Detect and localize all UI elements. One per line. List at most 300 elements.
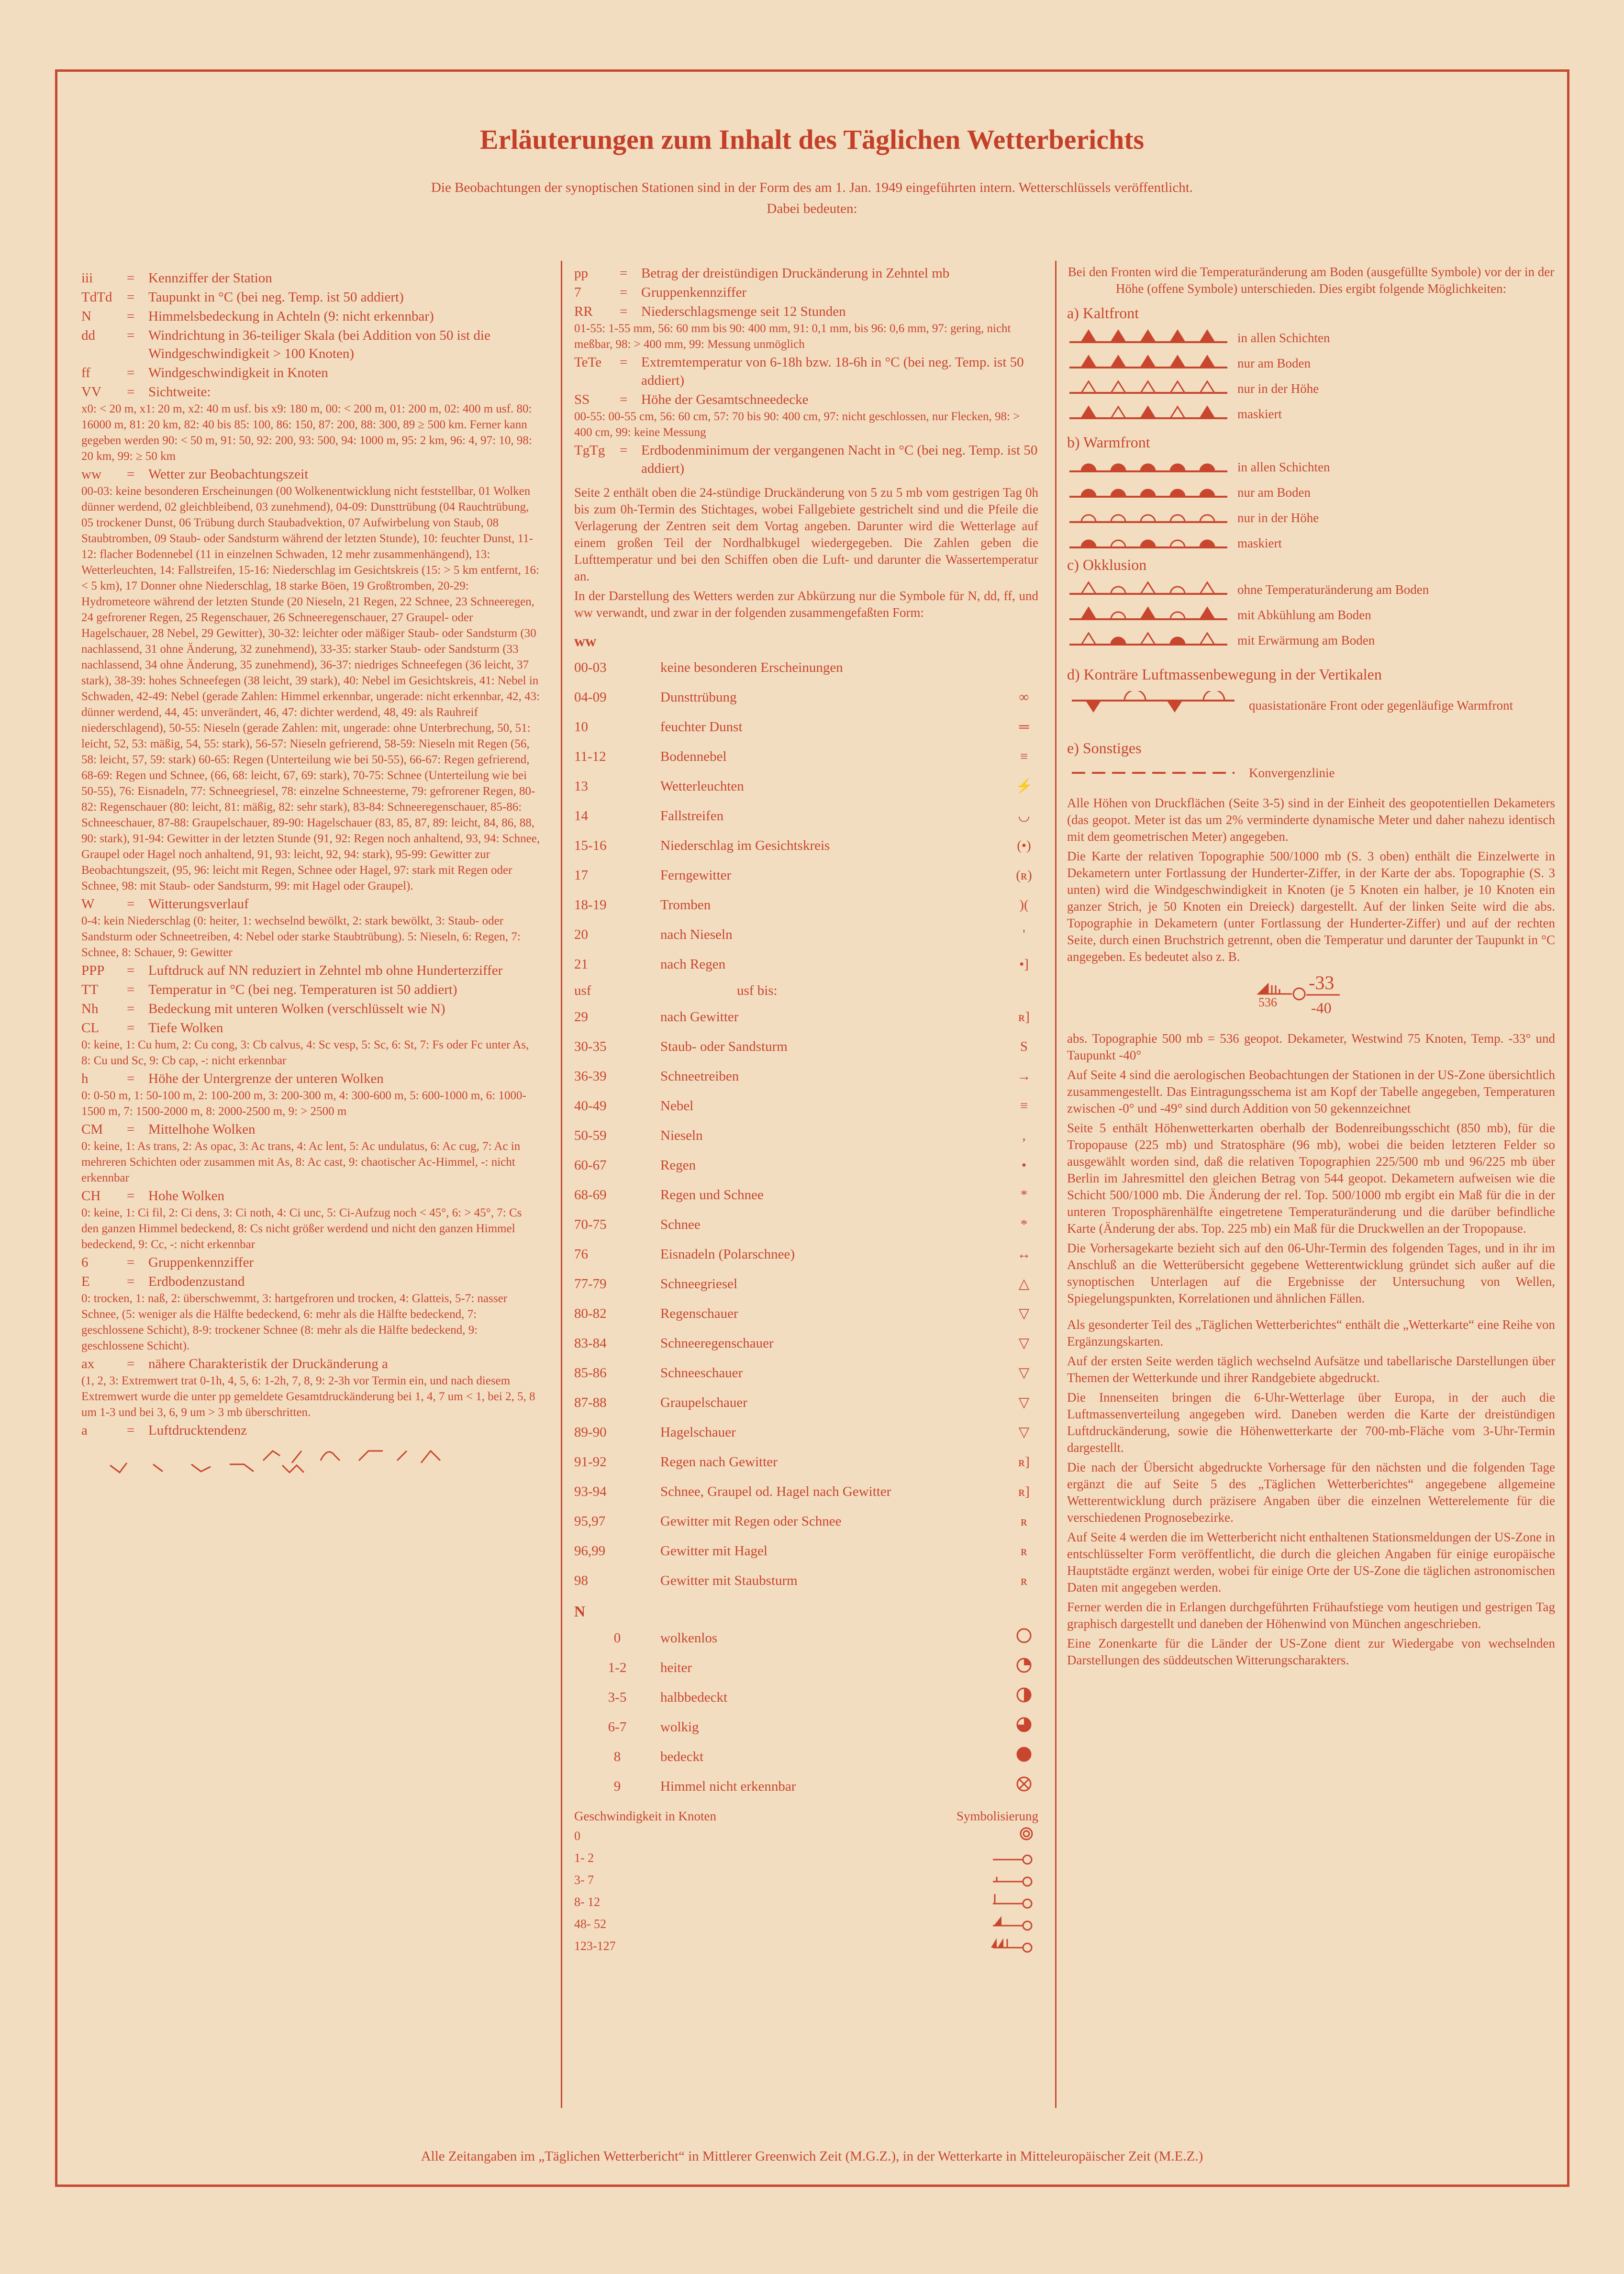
ww-symbol: ∞: [1019, 690, 1029, 705]
code-row: [81, 326, 541, 363]
footer-note: Alle Zeitangaben im „Täglichen Wetterbericht“ in Mittlerer Greenwich Zeit (M.G.Z.), in der Wetterkarte in Mitteleuropäischer Zeit (M.E.Z.): [421, 2149, 1203, 2164]
wind-barb-symbol: [988, 1824, 1036, 1843]
code-row: [81, 1272, 541, 1291]
code-note: 0: 0-50 m, 1: 50-100 m, 2: 100-200 m, 3: 200-300 m, 4: 300-600 m, 5: 600-1000 m, 6: 1000-1500 m, 7: 1500-2000 m, 8: 2000-2500 m, 9: > 2500 m: [81, 1089, 526, 1118]
cloud-cover-code: 0: [613, 1630, 621, 1646]
wind-barb-symbol: [988, 1868, 1036, 1887]
ww-symbol: ʀ: [1020, 1573, 1028, 1588]
code-row: [81, 383, 541, 401]
code-equals: =: [127, 467, 135, 482]
ww-description: Nebel: [660, 1098, 694, 1114]
code-symbol: TdTd: [81, 290, 112, 305]
cloud-cover-row: [574, 1683, 1038, 1712]
code-row: [81, 981, 541, 999]
occ-front-row: [1067, 602, 1555, 627]
ww-symbol: ▽: [1018, 1365, 1030, 1381]
ww-code: 77-79: [574, 1276, 607, 1292]
occ-front-symbol: [1067, 604, 1230, 626]
ww-row: [574, 1269, 1038, 1299]
ww-description: Tromben: [660, 897, 711, 913]
code2-symbol: pp: [574, 266, 588, 281]
code2-equals: =: [620, 285, 628, 300]
ww-row: [574, 1210, 1038, 1239]
code-symbol: h: [81, 1071, 89, 1086]
code2-row: [574, 283, 1038, 301]
wind-barb-symbol: [988, 1934, 1036, 1953]
code-row: [81, 1000, 541, 1018]
ww-code: 60-67: [574, 1158, 607, 1173]
intro: [0, 177, 1624, 219]
ww-code: 36-39: [574, 1069, 607, 1084]
wind-symbol-cell: [986, 1934, 1038, 1958]
ww-description: Hagelschauer: [660, 1425, 736, 1440]
code-symbol: CH: [81, 1188, 101, 1204]
cloud-cover-code: 6-7: [608, 1719, 627, 1735]
code-symbol: TT: [81, 982, 99, 997]
warm-front-symbol: [1067, 456, 1230, 478]
heights-paragraph: Alle Höhen von Druckflächen (Seite 3-5) sind in der Einheit des geopotentiellen Dekameters (das geopot. Meter ist das um 2% verminderte dynamische Meter und daher nahezu identisch mit dem geometrischen Meter) angegeben.: [1067, 796, 1555, 844]
column-codes-1: [81, 268, 541, 1480]
kontraer-text: quasistationäre Front oder gegenläufige Warmfront: [1249, 698, 1513, 713]
ww-code: 89-90: [574, 1425, 607, 1440]
intro-line-1: Die Beobachtungen der synoptischen Stationen sind in der Form des am 1. Jan. 1949 eingeführten intern. Wetterschlüssels veröffentlicht.: [431, 180, 1193, 195]
cloud-cover-symbol-cell: [1010, 1745, 1038, 1769]
cold-front-symbol: [1067, 327, 1230, 349]
code-definition: nähere Charakteristik der Druckänderung a: [148, 1356, 388, 1371]
code-definition: Luftdruck auf NN reduziert in Zehntel mb ohne Hunderterziffer: [148, 963, 503, 978]
code2-equals: =: [620, 392, 628, 407]
code-equals: =: [127, 1001, 135, 1016]
occ-front-symbol: [1067, 579, 1230, 601]
code-definition: Kennziffer der Station: [148, 270, 272, 286]
code-equals: =: [127, 1255, 135, 1270]
warm-front-label: nur in der Höhe: [1237, 510, 1319, 525]
wind-speed: 48- 52: [574, 1917, 607, 1931]
code2-definition: Betrag der dreistündigen Druckänderung in Zehntel mb: [641, 266, 950, 281]
ww-symbol: ≡: [1020, 749, 1028, 764]
example-height: 536: [1258, 995, 1277, 1009]
ww-code: 30-35: [574, 1039, 607, 1054]
intro-line-2: Dabei bedeuten:: [767, 201, 857, 216]
ww-row: [574, 742, 1038, 771]
code-equals: =: [127, 384, 135, 400]
cloud-cover-description: heiter: [660, 1660, 692, 1675]
cloud-cover-row: [574, 1712, 1038, 1742]
cloud-cover-symbol: [1014, 1685, 1034, 1705]
forecast-paragraph: Die Vorhersagekarte bezieht sich auf den 06-Uhr-Termin des folgenden Tages, und in ihr im Anschluß an die Wetterübersicht gegebene Wetterentwicklung gründet sich außer auf die synoptischen Unterlagen auf die Ergebnisse der Untersuchung von Wellen, Spiegelungspunkten, Korrelationen und ähnlichen Fällen.: [1067, 1241, 1555, 1305]
code-equals: =: [127, 270, 135, 286]
code2-definition: Erdbodenminimum der vergangenen Nacht in °C (bei neg. Temp. ist 50 addiert): [641, 443, 1038, 476]
cloud-cover-row: [574, 1653, 1038, 1683]
ww-description: Schnee, Graupel od. Hagel nach Gewitter: [660, 1484, 891, 1499]
inner-pages-paragraph: Die Innenseiten bringen die 6-Uhr-Wetterlage über Europa, in der auch die Luftmassenverteilung angegeben wird. Daneben werden die Karte der dreistündigen Luftdruckänderung, sowie die Höhenwetterkarte der 700-mb-Fläche vom 3-Uhr-Termin dargestellt.: [1067, 1390, 1555, 1455]
cloud-cover-description: bedeckt: [660, 1749, 704, 1764]
ww-row: [574, 1328, 1038, 1358]
ww-symbol: →: [1017, 1069, 1031, 1084]
ww-row: [574, 1002, 1038, 1032]
code-row: [81, 288, 541, 306]
ww-row: [574, 1566, 1038, 1595]
cloud-cover-symbol: [1014, 1774, 1034, 1794]
code-equals: =: [127, 1423, 135, 1438]
code-row: [81, 465, 541, 483]
ww-row: [574, 1032, 1038, 1061]
code-symbol: ww: [81, 467, 101, 482]
topography-paragraph: Die Karte der relativen Topographie 500/1000 mb (S. 3 oben) enthält die Einzelwerte in Dekametern unter Fortlassung der Hunderter-Ziffer, in der Karte der abs. Topographie (S. 3 unten) wird die Windgeschwindigkeit in Knoten (je 5 Knoten ein halber, je 10 Knoten ein ganzer Strich, je 50 Knoten ein Dreieck) dargestellt. Auf der linken Seite wird die abs. Topographie in Dekametern (unter Fortlassung der Hunderter-Ziffer) und auf der rechten Seite, durch einen Bruchstrich getrennt, oben die Temperatur und darunter der Taupunkt in °C angegeben. Es bedeutet also z. B.: [1067, 849, 1555, 964]
ww-row: [574, 1299, 1038, 1328]
ww-row: [574, 1358, 1038, 1388]
ww-row: [574, 1477, 1038, 1506]
code-equals: =: [127, 1020, 135, 1036]
code2-equals: =: [620, 304, 628, 319]
convergence-line-symbol: [1067, 768, 1239, 778]
code-note: 0: keine, 1: Ci fil, 2: Ci dens, 3: Ci noth, 4: Ci unc, 5: Ci-Aufzug noch < 45°, 6: > 45°, 7: Cs den ganzen Himmel bedeckend, 8: Cs nicht größer werdend und nicht den ganzen Himmel bedeckend, 9: Cc, -: nicht erkennbar: [81, 1206, 522, 1251]
wetterkarte-paragraph: Als gesonderter Teil des „Täglichen Wetterberichtes“ enthält die „Wetterkarte“ eine Reihe von Ergänzungskarten.: [1067, 1317, 1555, 1349]
ww-symbol: ʀ]: [1018, 1454, 1030, 1470]
code-symbol: ax: [81, 1356, 95, 1371]
code-equals: =: [127, 365, 135, 380]
code-symbol: Nh: [81, 1001, 99, 1016]
code-equals: =: [127, 982, 135, 997]
cloud-cover-code: 9: [613, 1779, 621, 1794]
code2-equals: =: [620, 443, 628, 458]
page5-paragraph: Seite 5 enthält Höhenwetterkarten oberhalb der Bodenreibungsschicht (850 mb), für die Tropopause (225 mb) und Stratosphäre (96 mb), wobei die beiden letzteren Felder so ausgewählt worden sind, daß die relativen Topographien 225/500 mb und 96/225 mb über Berlin im Jahresmittel den gleichen Betrag von 544 geopot. Dekametern aufweisen wie die Schicht 500/1000 mb. Die Änderung der rel. Top. 500/1000 mb ergibt ein Maß für die in der unteren Troposphärenhälfte eingetretene Temperaturänderung und die darüber befindliche Karte (Änderung der abs. Top. 225 mb) ein Maß für die Druckwellen an der Tropopause.: [1067, 1121, 1555, 1236]
ww-symbol: ◡: [1018, 808, 1030, 824]
wind-header-right: Symbolisierung: [956, 1809, 1038, 1823]
kaltfront-heading: a) Kaltfront: [1067, 304, 1139, 322]
ww-description: Staub- oder Sandsturm: [660, 1039, 788, 1054]
code-row: [81, 1253, 541, 1271]
ww-code: 50-59: [574, 1128, 607, 1143]
ww-symbol: )(: [1019, 897, 1029, 913]
ww-symbol: ʀ]: [1018, 1484, 1030, 1499]
wind-symbol-cell: [986, 1846, 1038, 1870]
code-note: (1, 2, 3: Extremwert trat 0-1h, 4, 5, 6: 1-2h, 7, 8, 9: 2-3h vor Termin ein, und nach diesem Extremwert wurde die unter pp gemeldete Gesamtdruckänderung bei 1, 4, 7 um < 1, bei 2, 5, 8 um 1-3 und bei 3, 6, 9 um > 3 mb überschritten.: [81, 1374, 535, 1419]
ww-symbol: ⚡: [1015, 779, 1033, 794]
kontraer-row: [1067, 686, 1555, 725]
ww-symbol: △: [1018, 1276, 1030, 1292]
konvergenz-row: [1067, 760, 1555, 785]
warm-front-row: [1067, 530, 1555, 556]
occ-front-label: ohne Temperaturänderung am Boden: [1237, 582, 1429, 597]
erlangen-paragraph: Ferner werden die in Erlangen durchgeführten Frühaufstiege vom heutigen und gestrigen Tag graphisch dargestellt und daneben der Höhenwind von München angeschrieben.: [1067, 1600, 1555, 1631]
outlook-paragraph: Die nach der Übersicht abgedruckte Vorhersage für den nächsten und die folgenden Tage ergänzt die auf Seite 5 des „Täglichen Wetterberichtes“ angegebene allgemeine Wetterentwicklung durch präzisere Angaben über die einzelnen Wetterelemente für die verschiedenen Prognosebezirke.: [1067, 1460, 1555, 1525]
n-heading: N: [574, 1603, 586, 1620]
code-definition: Himmelsbedeckung in Achteln (9: nicht erkennbar): [148, 309, 434, 324]
code2-symbol: TgTg: [574, 443, 605, 458]
code-note: 0: keine, 1: As trans, 2: As opac, 3: Ac trans, 4: Ac lent, 5: Ac undulatus, 6: Ac cug, 7: Ac in mehreren Schichten oder zusammen mit As, 8: Ac cast, 9: chaotischer Ac-Himmel, -: nicht erkennbar: [81, 1140, 521, 1184]
code-definition: Luftdrucktendenz: [148, 1423, 247, 1438]
code-equals: =: [127, 290, 135, 305]
code2-definition: Gruppenkennziffer: [641, 285, 747, 300]
ww-row: [574, 920, 1038, 949]
wind-speed: 3- 7: [574, 1873, 594, 1887]
symbols-paragraph: In der Darstellung des Wetters werden zur Abkürzung nur die Symbole für N, dd, ff, und ww verwandt, und zwar in der folgenden zusammengefaßten Form:: [574, 589, 1038, 620]
ww-row: [574, 1239, 1038, 1269]
code-symbol: CM: [81, 1122, 103, 1137]
ww-symbol: *: [1020, 1187, 1028, 1203]
wind-barb-symbol: [988, 1890, 1036, 1909]
code-definition: Windgeschwindigkeit in Knoten: [148, 365, 328, 380]
ww-row: [574, 1091, 1038, 1121]
ww-symbol: S: [1020, 1039, 1028, 1054]
cloud-cover-symbol-cell: [1010, 1685, 1038, 1709]
column-divider-1: [561, 261, 562, 2108]
ww-row: [574, 1506, 1038, 1536]
code-row: [81, 364, 541, 382]
ww-description: Dunsttrübung: [660, 690, 737, 705]
ww-description: nach Nieseln: [660, 927, 733, 942]
code-definition: Hohe Wolken: [148, 1188, 225, 1204]
wind-speed: 123-127: [574, 1939, 616, 1953]
ww-symbol: ═: [1019, 719, 1029, 735]
ww-description: Regen: [660, 1158, 696, 1173]
ww-symbol: ,: [1022, 1128, 1026, 1143]
code-definition: Windrichtung in 36-teiliger Skala (bei Addition von 50 ist die Windgeschwindigkeit > 100 Knoten): [148, 328, 490, 361]
cloud-cover-row: [574, 1772, 1038, 1801]
code-definition: Sichtweite:: [148, 384, 211, 400]
cloud-cover-symbol: [1014, 1656, 1034, 1675]
warm-front-symbol: [1067, 532, 1230, 554]
ww-description: Nieseln: [660, 1128, 703, 1143]
code-row: [81, 1187, 541, 1205]
code-symbol: PPP: [81, 963, 105, 978]
code-definition: Bedeckung mit unteren Wolken (verschlüsselt wie N): [148, 1001, 445, 1016]
wind-row: [574, 1825, 1038, 1847]
code-equals: =: [127, 1122, 135, 1137]
code-note: 0-4: kein Niederschlag (0: heiter, 1: wechselnd bewölkt, 2: stark bewölkt, 3: Staub- oder Sandsturm oder Schneetreiben, 4: Nebel oder starke Staubtrübung). 5: Nieseln, 6: Regen, 7: Schnee, 8: Schauer, 9: Gewitter: [81, 914, 521, 959]
code-equals: =: [127, 309, 135, 324]
konvergenz-text: Konvergenzlinie: [1249, 765, 1335, 780]
page2-paragraph: Seite 2 enthält oben die 24-stündige Druckänderung von 5 zu 5 mb vom gestrigen Tag 0h bis zum 0h-Termin des Stichtages, wobei Fallgebiete gestrichelt sind und die Pfeile die Verlagerung der Zentren seit dem Vortag angeben. Darunter wird die Wetterlage auf einem großen Teil der Nordhalbkugel wiedergegeben. Die Zahlen geben die Lufttemperatur und bei den Schiffen oben die Luft- und darunter die Wassertemperatur an.: [574, 485, 1038, 583]
code-symbol: CL: [81, 1020, 100, 1036]
code-row: [81, 1421, 541, 1439]
ww-code: 18-19: [574, 897, 607, 913]
occ-front-row: [1067, 627, 1555, 653]
cloud-cover-description: halbbedeckt: [660, 1690, 728, 1705]
ww-heading: ww: [574, 632, 597, 649]
code-equals: =: [127, 328, 135, 343]
code-row: [81, 1070, 541, 1088]
ww-code: 85-86: [574, 1365, 607, 1381]
warm-front-symbol: [1067, 481, 1230, 503]
ww-symbol: •: [1021, 1158, 1027, 1173]
wind-symbol-cell: [986, 1868, 1038, 1892]
kontraer-heading: d) Konträre Luftmassenbewegung in der Vertikalen: [1067, 666, 1382, 683]
ww-code: 91-92: [574, 1454, 607, 1470]
wind-symbol-cell: [986, 1824, 1038, 1848]
ww-code: 14: [574, 808, 588, 824]
ww-description: Graupelschauer: [660, 1395, 747, 1410]
ww-description: Schneetreiben: [660, 1069, 739, 1084]
station-reports-paragraph: Auf Seite 4 werden die im Wetterbericht nicht enthaltenen Stationsmeldungen der US-Zone in entschlüsselter Form veröffentlicht, die durch die gleichen Angaben für einige europäische Hauptstädte ergänzt werden, wobei für einige Orte der US-Zone die täglichen astronomischen Daten mit angegeben werden.: [1067, 1530, 1555, 1594]
example-explanation: abs. Topographie 500 mb = 536 geopot. Dekameter, Westwind 75 Knoten, Temp. -33° und Taupunkt -40°: [1067, 1031, 1555, 1062]
cloud-cover-description: Himmel nicht erkennbar: [660, 1779, 796, 1794]
column-divider-2: [1055, 261, 1057, 2108]
ww-row: [574, 682, 1038, 712]
code-note: 0: trocken, 1: naß, 2: überschwemmt, 3: hartgefroren und trocken, 4: Glatteis, 5-7: nasser Schnee, (5: weniger als die Hälfte bedeckend, 6: mehr als die Hälfte bedeckend, 7: geschlossene Schicht), 8-9: trockener Schnee (8: mehr als die Hälfte bedeckend, 9: geschlossene Schicht).: [81, 1292, 508, 1352]
ww-description: Schneegriesel: [660, 1276, 738, 1292]
code2-row: [574, 302, 1038, 321]
ww-code: 68-69: [574, 1187, 607, 1203]
ww-row: [574, 949, 1038, 979]
ww-row: [574, 1536, 1038, 1566]
code2-row: [574, 390, 1038, 409]
cold-front-label: nur am Boden: [1237, 356, 1311, 370]
ww-description: Schnee: [660, 1217, 701, 1232]
wind-barb-symbol: [988, 1912, 1036, 1931]
occ-front-symbol: [1067, 629, 1230, 651]
wind-header-left: Geschwindigkeit in Knoten: [574, 1809, 716, 1823]
usf-row: [574, 979, 1038, 1002]
code-row: [81, 895, 541, 913]
ww-symbol: *: [1020, 1217, 1028, 1232]
example-dewpoint: -40: [1311, 999, 1332, 1016]
ww-row: [574, 831, 1038, 860]
ww-symbol: ≡: [1020, 1098, 1028, 1114]
code-row: [81, 1355, 541, 1373]
ww-description: Ferngewitter: [660, 868, 732, 883]
code-equals: =: [127, 1188, 135, 1204]
ww-symbol: ▽: [1018, 1336, 1030, 1351]
ww-row: [574, 801, 1038, 831]
ww-code: 17: [574, 868, 588, 883]
ww-symbol: ↔: [1017, 1247, 1031, 1262]
ww-code: 98: [574, 1573, 588, 1588]
ww-code: 96,99: [574, 1543, 606, 1559]
ww-code: 29: [574, 1009, 588, 1025]
code-symbol: 6: [81, 1255, 89, 1270]
ww-code: 04-09: [574, 690, 607, 705]
code2-symbol: RR: [574, 304, 593, 319]
code-equals: =: [127, 1071, 135, 1086]
quasistationary-front-symbol: [1067, 691, 1239, 720]
warm-front-row: [1067, 505, 1555, 530]
cold-front-label: in allen Schichten: [1237, 330, 1330, 345]
ww-row: [574, 860, 1038, 890]
example-temperature: -33: [1309, 972, 1335, 993]
ww-symbol: (ʀ): [1016, 868, 1032, 883]
cold-front-symbol: [1067, 403, 1230, 425]
wind-speed: 8- 12: [574, 1895, 601, 1909]
warm-front-symbol: [1067, 507, 1230, 529]
cloud-cover-symbol: [1014, 1715, 1034, 1734]
ww-row: [574, 1447, 1038, 1477]
warm-front-label: nur am Boden: [1237, 485, 1311, 500]
code2-definition: Extremtemperatur von 6-18h bzw. 18-6h in °C (bei neg. Temp. ist 50 addiert): [641, 355, 1024, 388]
cloud-cover-symbol-cell: [1010, 1774, 1038, 1798]
cold-front-row: [1067, 376, 1555, 401]
ww-description: nach Regen: [660, 957, 726, 972]
code-symbol: dd: [81, 328, 95, 343]
cloud-cover-code: 3-5: [608, 1690, 627, 1705]
code2-symbol: 7: [574, 285, 581, 300]
code2-symbol: SS: [574, 392, 590, 407]
code-equals: =: [127, 1356, 135, 1371]
code2-row: [574, 353, 1038, 390]
ww-symbol: (•): [1017, 838, 1031, 853]
code-note: 0: keine, 1: Cu hum, 2: Cu cong, 3: Cb calvus, 4: Sc vesp, 5: Sc, 6: St, 7: Fs oder Fc unter As, 8: Cu und Sc, 9: Cb cap, -: nicht erkennbar: [81, 1038, 529, 1067]
wind-row: [574, 1869, 1038, 1891]
code-definition: Tiefe Wolken: [148, 1020, 223, 1036]
warm-front-label: in allen Schichten: [1237, 459, 1330, 474]
code2-equals: =: [620, 266, 628, 281]
ww-code: 11-12: [574, 749, 606, 764]
code-symbol: iii: [81, 270, 93, 286]
ww-symbol: ▽: [1018, 1306, 1030, 1321]
warmfront-heading: b) Warmfront: [1067, 434, 1150, 451]
wind-symbol-cell: [986, 1890, 1038, 1914]
ww-description: Schneeregenschauer: [660, 1336, 774, 1351]
code-definition: Witterungsverlauf: [148, 896, 249, 912]
code-symbol: W: [81, 896, 95, 912]
code-equals: =: [127, 1274, 135, 1289]
ww-code: 95,97: [574, 1514, 606, 1529]
code2-note: 01-55: 1-55 mm, 56: 60 mm bis 90: 400 mm, 91: 0,1 mm, bis 96: 0,6 mm, 97: gering, nicht meßbar, 98: > 400 mm, 99: Messung unmöglich: [574, 322, 1011, 351]
code-definition: Temperatur in °C (bei neg. Temperaturen ist 50 addiert): [148, 982, 457, 997]
code-row: [81, 269, 541, 287]
ww-description: Gewitter mit Regen oder Schnee: [660, 1514, 842, 1529]
cloud-cover-description: wolkenlos: [660, 1630, 718, 1646]
code-definition: Mittelhohe Wolken: [148, 1122, 256, 1137]
cold-front-label: nur in der Höhe: [1237, 381, 1319, 396]
ww-description: Fallstreifen: [660, 808, 724, 824]
warm-front-row: [1067, 479, 1555, 505]
cloud-cover-symbol: [1014, 1745, 1034, 1764]
code-definition: Gruppenkennziffer: [148, 1255, 254, 1270]
cold-front-symbol: [1067, 378, 1230, 400]
ww-symbol: ʀ: [1020, 1514, 1028, 1529]
ww-code: 40-49: [574, 1098, 607, 1114]
usf-left: usf: [574, 983, 591, 998]
wind-row: [574, 1847, 1038, 1869]
cloud-cover-symbol-cell: [1010, 1715, 1038, 1739]
cloud-cover-code: 1-2: [608, 1660, 627, 1675]
sonstiges-heading: e) Sonstiges: [1067, 739, 1142, 757]
code2-equals: =: [620, 355, 628, 370]
ww-code: 76: [574, 1247, 588, 1262]
code2-symbol: TeTe: [574, 355, 602, 370]
code2-definition: Niederschlagsmenge seit 12 Stunden: [641, 304, 846, 319]
ww-symbol: ': [1023, 927, 1025, 942]
code-symbol: VV: [81, 384, 101, 400]
wind-barb-symbol: [988, 1846, 1036, 1865]
ww-description: Gewitter mit Hagel: [660, 1543, 768, 1559]
ww-description: Regen und Schnee: [660, 1187, 764, 1203]
ww-description: nach Gewitter: [660, 1009, 739, 1025]
cold-front-row: [1067, 325, 1555, 350]
ww-description: Bodennebel: [660, 749, 727, 764]
code-symbol: a: [81, 1423, 88, 1438]
ww-code: 21: [574, 957, 588, 972]
code-row: [81, 1019, 541, 1037]
cold-front-row: [1067, 350, 1555, 376]
code-note: x0: < 20 m, x1: 20 m, x2: 40 m usf. bis x9: 180 m, 00: < 200 m, 01: 200 m, 02: 400 m usf. 80: 16000 m, 81: 20 km, 82: 40 bis 85: 100, 86: 150, 87: 200, 88: 300, 89 ≥ 500 km. Ferner kann gegeben werden 90: < 50 m, 91: 50, 92: 200, 93: 500, 94: 1000 m, 95: 2 km, 96: 4, 97: 10, 98: 20 km, 99: ≥ 50 km: [81, 402, 532, 463]
cloud-cover-row: [574, 1623, 1038, 1653]
column-fronts: [1067, 261, 1555, 1669]
code-row: [81, 307, 541, 325]
usf-right: usf bis:: [737, 983, 778, 998]
page4-paragraph: Auf Seite 4 sind die aerologischen Beobachtungen der Stationen in der US-Zone übersichtlich zusammengestellt. Das Eintragungsschema ist am Kopf der Tabelle angegeben, Temperaturen zwischen -0° und -49° sind durch Addition von 50 gekennzeichnet: [1067, 1068, 1555, 1115]
cold-front-symbol: [1067, 352, 1230, 374]
code2-row: [574, 441, 1038, 478]
okklusion-heading: c) Okklusion: [1067, 556, 1147, 573]
wind-row: [574, 1891, 1038, 1913]
ww-symbol: ʀ: [1020, 1543, 1028, 1559]
code-definition: Erdbodenzustand: [148, 1274, 245, 1289]
ww-code: 87-88: [574, 1395, 607, 1410]
ww-description: keine besonderen Erscheinungen: [660, 660, 843, 675]
